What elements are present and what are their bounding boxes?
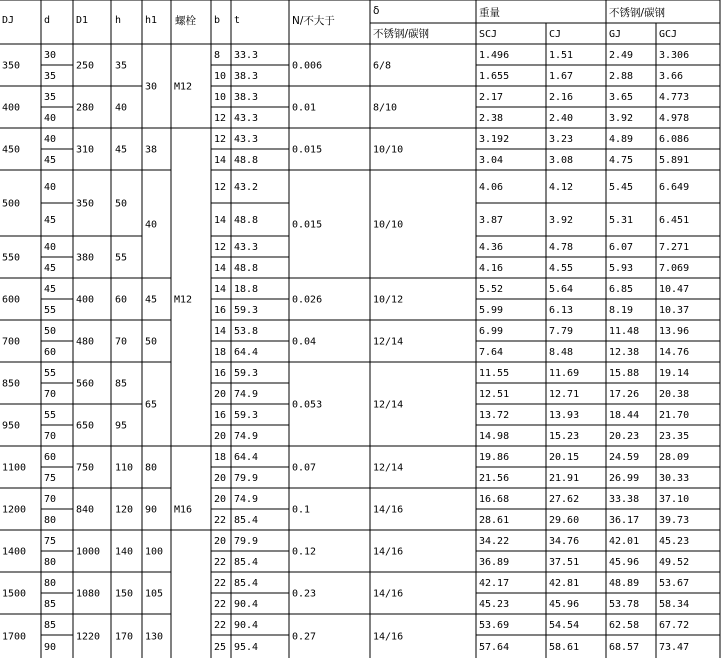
cell-cj: 13.93 xyxy=(549,410,580,421)
cell-d: 80 xyxy=(44,515,57,526)
cell-b: 14 xyxy=(214,284,227,295)
cell-scj: 57.64 xyxy=(479,642,510,653)
cell-scj: 42.17 xyxy=(479,578,510,589)
cell-delta: 12/14 xyxy=(373,462,404,474)
cell-h: 35 xyxy=(115,60,128,72)
cell-h: 50 xyxy=(115,198,128,210)
cell-gj: 4.89 xyxy=(609,134,634,145)
cell-d: 90 xyxy=(44,642,57,653)
cell-h: 110 xyxy=(115,462,134,474)
header-d1: D1 xyxy=(76,15,89,26)
cell-gcj: 45.23 xyxy=(659,536,690,547)
cell-gcj: 7.069 xyxy=(659,263,690,274)
cell-h1: 40 xyxy=(145,219,158,231)
cell-gcj: 28.09 xyxy=(659,452,690,463)
cell-t: 90.4 xyxy=(234,599,259,610)
cell-dj: 1100 xyxy=(2,462,27,474)
cell-t: 64.4 xyxy=(234,452,259,463)
cell-delta: 8/10 xyxy=(373,102,398,114)
cell-cj: 34.76 xyxy=(549,536,580,547)
cell-cj: 27.62 xyxy=(549,494,580,505)
cell-gj: 5.93 xyxy=(609,263,634,274)
cell-scj: 28.61 xyxy=(479,515,510,526)
cell-gcj: 73.47 xyxy=(659,642,690,653)
cell-cj: 3.92 xyxy=(549,215,574,226)
cell-d: 80 xyxy=(44,557,57,568)
cell-cj: 4.55 xyxy=(549,263,574,274)
cell-d: 70 xyxy=(44,389,57,400)
cell-b: 12 xyxy=(214,113,227,124)
cell-b: 20 xyxy=(214,536,227,547)
cell-t: 59.3 xyxy=(234,410,259,421)
cell-b: 22 xyxy=(214,620,227,631)
cell-t: 64.4 xyxy=(234,347,259,358)
cell-t: 59.3 xyxy=(234,368,259,379)
cell-gcj: 6.451 xyxy=(659,215,690,226)
cell-cj: 11.69 xyxy=(549,368,580,379)
cell-h1: 38 xyxy=(145,144,158,156)
cell-t: 38.3 xyxy=(234,92,259,103)
cell-gcj: 3.66 xyxy=(659,71,684,82)
cell-d1: 750 xyxy=(76,462,95,474)
cell-gj: 4.75 xyxy=(609,155,634,166)
cell-gj: 45.96 xyxy=(609,557,640,568)
cell-h: 140 xyxy=(115,546,134,558)
cell-gj: 36.17 xyxy=(609,515,640,526)
header-dj: DJ xyxy=(2,15,15,26)
cell-delta: 14/16 xyxy=(373,631,404,643)
cell-t: 43.2 xyxy=(234,182,259,193)
cell-bolt: M12 xyxy=(174,294,193,306)
cell-cj: 8.48 xyxy=(549,347,574,358)
cell-h: 40 xyxy=(115,102,128,114)
cell-gj: 12.38 xyxy=(609,347,640,358)
cell-t: 18.8 xyxy=(234,284,259,295)
cell-cj: 3.08 xyxy=(549,155,574,166)
cell-b: 14 xyxy=(214,215,227,226)
header-bolt: 螺栓 xyxy=(175,15,196,27)
cell-t: 79.9 xyxy=(234,536,259,547)
cell-h: 70 xyxy=(115,336,128,348)
cell-cj: 21.91 xyxy=(549,473,580,484)
cell-gcj: 53.67 xyxy=(659,578,690,589)
cell-d: 45 xyxy=(44,155,57,166)
cell-gj: 26.99 xyxy=(609,473,640,484)
cell-scj: 21.56 xyxy=(479,473,510,484)
cell-scj: 36.89 xyxy=(479,557,510,568)
cell-b: 10 xyxy=(214,71,227,82)
cell-d: 85 xyxy=(44,620,57,631)
cell-gcj: 19.14 xyxy=(659,368,690,379)
cell-gj: 3.65 xyxy=(609,92,634,103)
cell-gcj: 37.10 xyxy=(659,494,690,505)
cell-b: 20 xyxy=(214,494,227,505)
cell-scj: 4.16 xyxy=(479,263,504,274)
cell-b: 22 xyxy=(214,599,227,610)
cell-delta: 6/8 xyxy=(373,60,392,72)
cell-scj: 12.51 xyxy=(479,389,510,400)
cell-bolt: M16 xyxy=(174,504,193,516)
cell-t: 38.3 xyxy=(234,71,259,82)
cell-n: 0.07 xyxy=(292,462,317,474)
cell-n: 0.053 xyxy=(292,399,323,411)
cell-gcj: 6.649 xyxy=(659,182,690,193)
cell-d: 35 xyxy=(44,71,57,82)
cell-delta: 14/16 xyxy=(373,504,404,516)
cell-d: 60 xyxy=(44,347,57,358)
cell-gj: 3.92 xyxy=(609,113,634,124)
cell-delta: 12/14 xyxy=(373,336,404,348)
cell-n: 0.1 xyxy=(292,504,311,516)
cell-b: 12 xyxy=(214,182,227,193)
cell-gcj: 3.306 xyxy=(659,50,690,61)
cell-cj: 4.78 xyxy=(549,242,574,253)
cell-gj: 20.23 xyxy=(609,431,640,442)
cell-t: 85.4 xyxy=(234,515,259,526)
cell-b: 14 xyxy=(214,155,227,166)
cell-scj: 34.22 xyxy=(479,536,510,547)
cell-gcj: 39.73 xyxy=(659,515,690,526)
cell-d1: 400 xyxy=(76,294,95,306)
cell-cj: 15.23 xyxy=(549,431,580,442)
cell-dj: 950 xyxy=(2,420,21,432)
header-delta-sub: 不锈钢/碳钢 xyxy=(373,28,430,40)
cell-cj: 6.13 xyxy=(549,305,574,316)
header-delta: δ xyxy=(373,5,380,17)
cell-gj: 11.48 xyxy=(609,326,640,337)
cell-dj: 850 xyxy=(2,378,21,390)
cell-d1: 250 xyxy=(76,60,95,72)
cell-gcj: 14.76 xyxy=(659,347,690,358)
cell-scj: 3.04 xyxy=(479,155,504,166)
cell-n: 0.12 xyxy=(292,546,317,558)
cell-t: 95.4 xyxy=(234,642,259,653)
cell-dj: 350 xyxy=(2,60,21,72)
cell-gj: 68.57 xyxy=(609,642,640,653)
cell-h1: 30 xyxy=(145,81,158,93)
cell-h: 60 xyxy=(115,294,128,306)
header-stainless-carbon: 不锈钢/碳钢 xyxy=(609,7,666,19)
cell-cj: 1.51 xyxy=(549,50,574,61)
cell-scj: 19.86 xyxy=(479,452,510,463)
cell-d: 55 xyxy=(44,410,57,421)
cell-h1: 100 xyxy=(145,546,164,558)
cell-dj: 1500 xyxy=(2,588,27,600)
cell-scj: 3.192 xyxy=(479,134,510,145)
cell-delta: 14/16 xyxy=(373,546,404,558)
cell-cj: 29.60 xyxy=(549,515,580,526)
cell-d: 75 xyxy=(44,536,57,547)
cell-b: 22 xyxy=(214,557,227,568)
cell-cj: 2.16 xyxy=(549,92,574,103)
cell-t: 48.8 xyxy=(234,155,259,166)
cell-h: 120 xyxy=(115,504,134,516)
cell-d: 50 xyxy=(44,326,57,337)
header-cj: CJ xyxy=(549,29,562,40)
cell-delta: 10/10 xyxy=(373,144,404,156)
header-h: h xyxy=(115,15,122,26)
cell-d: 75 xyxy=(44,473,57,484)
header-b: b xyxy=(214,15,221,26)
cell-gj: 18.44 xyxy=(609,410,640,421)
cell-b: 25 xyxy=(214,642,227,653)
cell-gj: 2.88 xyxy=(609,71,634,82)
cell-scj: 5.52 xyxy=(479,284,504,295)
cell-d: 40 xyxy=(44,182,57,193)
cell-h: 95 xyxy=(115,420,128,432)
cell-gcj: 7.271 xyxy=(659,242,690,253)
cell-scj: 13.72 xyxy=(479,410,510,421)
cell-scj: 5.99 xyxy=(479,305,504,316)
cell-b: 20 xyxy=(214,431,227,442)
cell-d1: 1080 xyxy=(76,588,101,600)
cell-gj: 33.38 xyxy=(609,494,640,505)
cell-gcj: 4.773 xyxy=(659,92,690,103)
cell-d1: 1000 xyxy=(76,546,101,558)
cell-dj: 1700 xyxy=(2,631,27,643)
cell-d: 45 xyxy=(44,263,57,274)
cell-gcj: 5.891 xyxy=(659,155,690,166)
cell-cj: 1.67 xyxy=(549,71,574,82)
cell-gcj: 13.96 xyxy=(659,326,690,337)
cell-h: 55 xyxy=(115,252,128,264)
cell-h: 150 xyxy=(115,588,134,600)
cell-scj: 3.87 xyxy=(479,215,504,226)
cell-delta: 14/16 xyxy=(373,588,404,600)
cell-gj: 42.01 xyxy=(609,536,640,547)
cell-gcj: 20.38 xyxy=(659,389,690,400)
cell-d1: 350 xyxy=(76,198,95,210)
cell-dj: 700 xyxy=(2,336,21,348)
cell-delta: 10/12 xyxy=(373,294,404,306)
cell-gj: 6.85 xyxy=(609,284,634,295)
cell-d: 80 xyxy=(44,578,57,589)
cell-delta: 12/14 xyxy=(373,399,404,411)
cell-b: 12 xyxy=(214,242,227,253)
header-h1: h1 xyxy=(145,15,158,26)
cell-scj: 4.36 xyxy=(479,242,504,253)
cell-scj: 2.17 xyxy=(479,92,504,103)
cell-cj: 42.81 xyxy=(549,578,580,589)
cell-d1: 480 xyxy=(76,336,95,348)
cell-gcj: 4.978 xyxy=(659,113,690,124)
cell-n: 0.01 xyxy=(292,102,317,114)
cell-gcj: 21.70 xyxy=(659,410,690,421)
cell-n: 0.23 xyxy=(292,588,317,600)
cell-cj: 4.12 xyxy=(549,182,574,193)
cell-h: 170 xyxy=(115,631,134,643)
cell-d: 45 xyxy=(44,284,57,295)
cell-dj: 1400 xyxy=(2,546,27,558)
cell-t: 48.8 xyxy=(234,263,259,274)
cell-b: 22 xyxy=(214,515,227,526)
cell-gcj: 10.37 xyxy=(659,305,690,316)
cell-n: 0.026 xyxy=(292,294,323,306)
cell-gj: 5.45 xyxy=(609,182,634,193)
cell-gcj: 10.47 xyxy=(659,284,690,295)
cell-cj: 58.61 xyxy=(549,642,580,653)
cell-b: 12 xyxy=(214,134,227,145)
cell-cj: 5.64 xyxy=(549,284,574,295)
cell-h: 45 xyxy=(115,144,128,156)
cell-cj: 7.79 xyxy=(549,326,574,337)
cell-gcj: 58.34 xyxy=(659,599,690,610)
cell-b: 10 xyxy=(214,92,227,103)
cell-h1: 50 xyxy=(145,336,158,348)
cell-gcj: 30.33 xyxy=(659,473,690,484)
cell-b: 14 xyxy=(214,263,227,274)
cell-d1: 280 xyxy=(76,102,95,114)
cell-n: 0.006 xyxy=(292,60,323,72)
header-gj: GJ xyxy=(609,29,622,40)
cell-t: 43.3 xyxy=(234,113,259,124)
cell-h1: 105 xyxy=(145,588,164,600)
header-d: d xyxy=(44,15,51,26)
cell-t: 85.4 xyxy=(234,557,259,568)
cell-scj: 11.55 xyxy=(479,368,510,379)
cell-d: 85 xyxy=(44,599,57,610)
cell-t: 79.9 xyxy=(234,473,259,484)
cell-bolt: M12 xyxy=(174,81,193,93)
table-body xyxy=(2,50,689,653)
cell-gj: 8.19 xyxy=(609,305,634,316)
header-n: N/不大于 xyxy=(292,15,335,27)
cell-b: 18 xyxy=(214,452,227,463)
cell-d1: 310 xyxy=(76,144,95,156)
cell-t: 43.3 xyxy=(234,134,259,145)
cell-gj: 2.49 xyxy=(609,50,634,61)
cell-scj: 7.64 xyxy=(479,347,504,358)
cell-gj: 62.58 xyxy=(609,620,640,631)
cell-d1: 840 xyxy=(76,504,95,516)
cell-gcj: 23.35 xyxy=(659,431,690,442)
cell-gj: 5.31 xyxy=(609,215,634,226)
cell-n: 0.04 xyxy=(292,336,317,348)
cell-cj: 37.51 xyxy=(549,557,580,568)
cell-h: 85 xyxy=(115,378,128,390)
header-scj: SCJ xyxy=(479,29,498,40)
cell-scj: 45.23 xyxy=(479,599,510,610)
header-weight: 重量 xyxy=(479,7,500,19)
cell-b: 16 xyxy=(214,368,227,379)
cell-d: 45 xyxy=(44,215,57,226)
cell-b: 18 xyxy=(214,347,227,358)
cell-gcj: 49.52 xyxy=(659,557,690,568)
cell-gj: 24.59 xyxy=(609,452,640,463)
cell-d: 70 xyxy=(44,431,57,442)
cell-d: 70 xyxy=(44,494,57,505)
cell-t: 74.9 xyxy=(234,389,259,400)
cell-n: 0.27 xyxy=(292,631,317,643)
cell-d: 40 xyxy=(44,113,57,124)
cell-d1: 380 xyxy=(76,252,95,264)
cell-dj: 400 xyxy=(2,102,21,114)
cell-scj: 16.68 xyxy=(479,494,510,505)
cell-cj: 54.54 xyxy=(549,620,580,631)
cell-h1: 130 xyxy=(145,631,164,643)
cell-gcj: 6.086 xyxy=(659,134,690,145)
cell-d1: 1220 xyxy=(76,631,101,643)
cell-gcj: 67.72 xyxy=(659,620,690,631)
cell-b: 20 xyxy=(214,473,227,484)
cell-scj: 4.06 xyxy=(479,182,504,193)
cell-t: 59.3 xyxy=(234,305,259,316)
cell-d: 35 xyxy=(44,92,57,103)
cell-t: 43.3 xyxy=(234,242,259,253)
cell-dj: 450 xyxy=(2,144,21,156)
cell-d: 40 xyxy=(44,134,57,145)
cell-dj: 1200 xyxy=(2,504,27,516)
cell-h1: 65 xyxy=(145,399,158,411)
cell-n: 0.015 xyxy=(292,219,323,231)
cell-t: 53.8 xyxy=(234,326,259,337)
cell-b: 20 xyxy=(214,389,227,400)
cell-n: 0.015 xyxy=(292,144,323,156)
cell-b: 8 xyxy=(214,50,221,61)
cell-cj: 2.40 xyxy=(549,113,574,124)
cell-cj: 12.71 xyxy=(549,389,580,400)
cell-t: 85.4 xyxy=(234,578,259,589)
cell-h1: 90 xyxy=(145,504,158,516)
cell-dj: 600 xyxy=(2,294,21,306)
cell-scj: 14.98 xyxy=(479,431,510,442)
cell-h1: 80 xyxy=(145,462,158,474)
cell-b: 16 xyxy=(214,305,227,316)
cell-scj: 53.69 xyxy=(479,620,510,631)
cell-t: 74.9 xyxy=(234,494,259,505)
cell-d1: 650 xyxy=(76,420,95,432)
cell-d: 30 xyxy=(44,50,57,61)
cell-gj: 48.89 xyxy=(609,578,640,589)
cell-t: 33.3 xyxy=(234,50,259,61)
cell-dj: 550 xyxy=(2,252,21,264)
header-t: t xyxy=(234,15,241,26)
cell-cj: 20.15 xyxy=(549,452,580,463)
cell-h1: 45 xyxy=(145,294,158,306)
cell-gj: 17.26 xyxy=(609,389,640,400)
cell-gj: 53.78 xyxy=(609,599,640,610)
cell-b: 22 xyxy=(214,578,227,589)
cell-d: 55 xyxy=(44,368,57,379)
cell-t: 90.4 xyxy=(234,620,259,631)
cell-d: 55 xyxy=(44,305,57,316)
cell-cj: 45.96 xyxy=(549,599,580,610)
header-gcj: GCJ xyxy=(659,29,678,40)
cell-scj: 1.496 xyxy=(479,50,510,61)
cell-d: 60 xyxy=(44,452,57,463)
cell-t: 48.8 xyxy=(234,215,259,226)
cell-d: 40 xyxy=(44,242,57,253)
cell-dj: 500 xyxy=(2,198,21,210)
cell-scj: 6.99 xyxy=(479,326,504,337)
cell-gj: 15.88 xyxy=(609,368,640,379)
cell-cj: 3.23 xyxy=(549,134,574,145)
cell-b: 14 xyxy=(214,326,227,337)
cell-t: 74.9 xyxy=(234,431,259,442)
cell-gj: 6.07 xyxy=(609,242,634,253)
cell-delta: 10/10 xyxy=(373,219,404,231)
cell-d1: 560 xyxy=(76,378,95,390)
cell-b: 16 xyxy=(214,410,227,421)
cell-scj: 2.38 xyxy=(479,113,504,124)
cell-scj: 1.655 xyxy=(479,71,510,82)
